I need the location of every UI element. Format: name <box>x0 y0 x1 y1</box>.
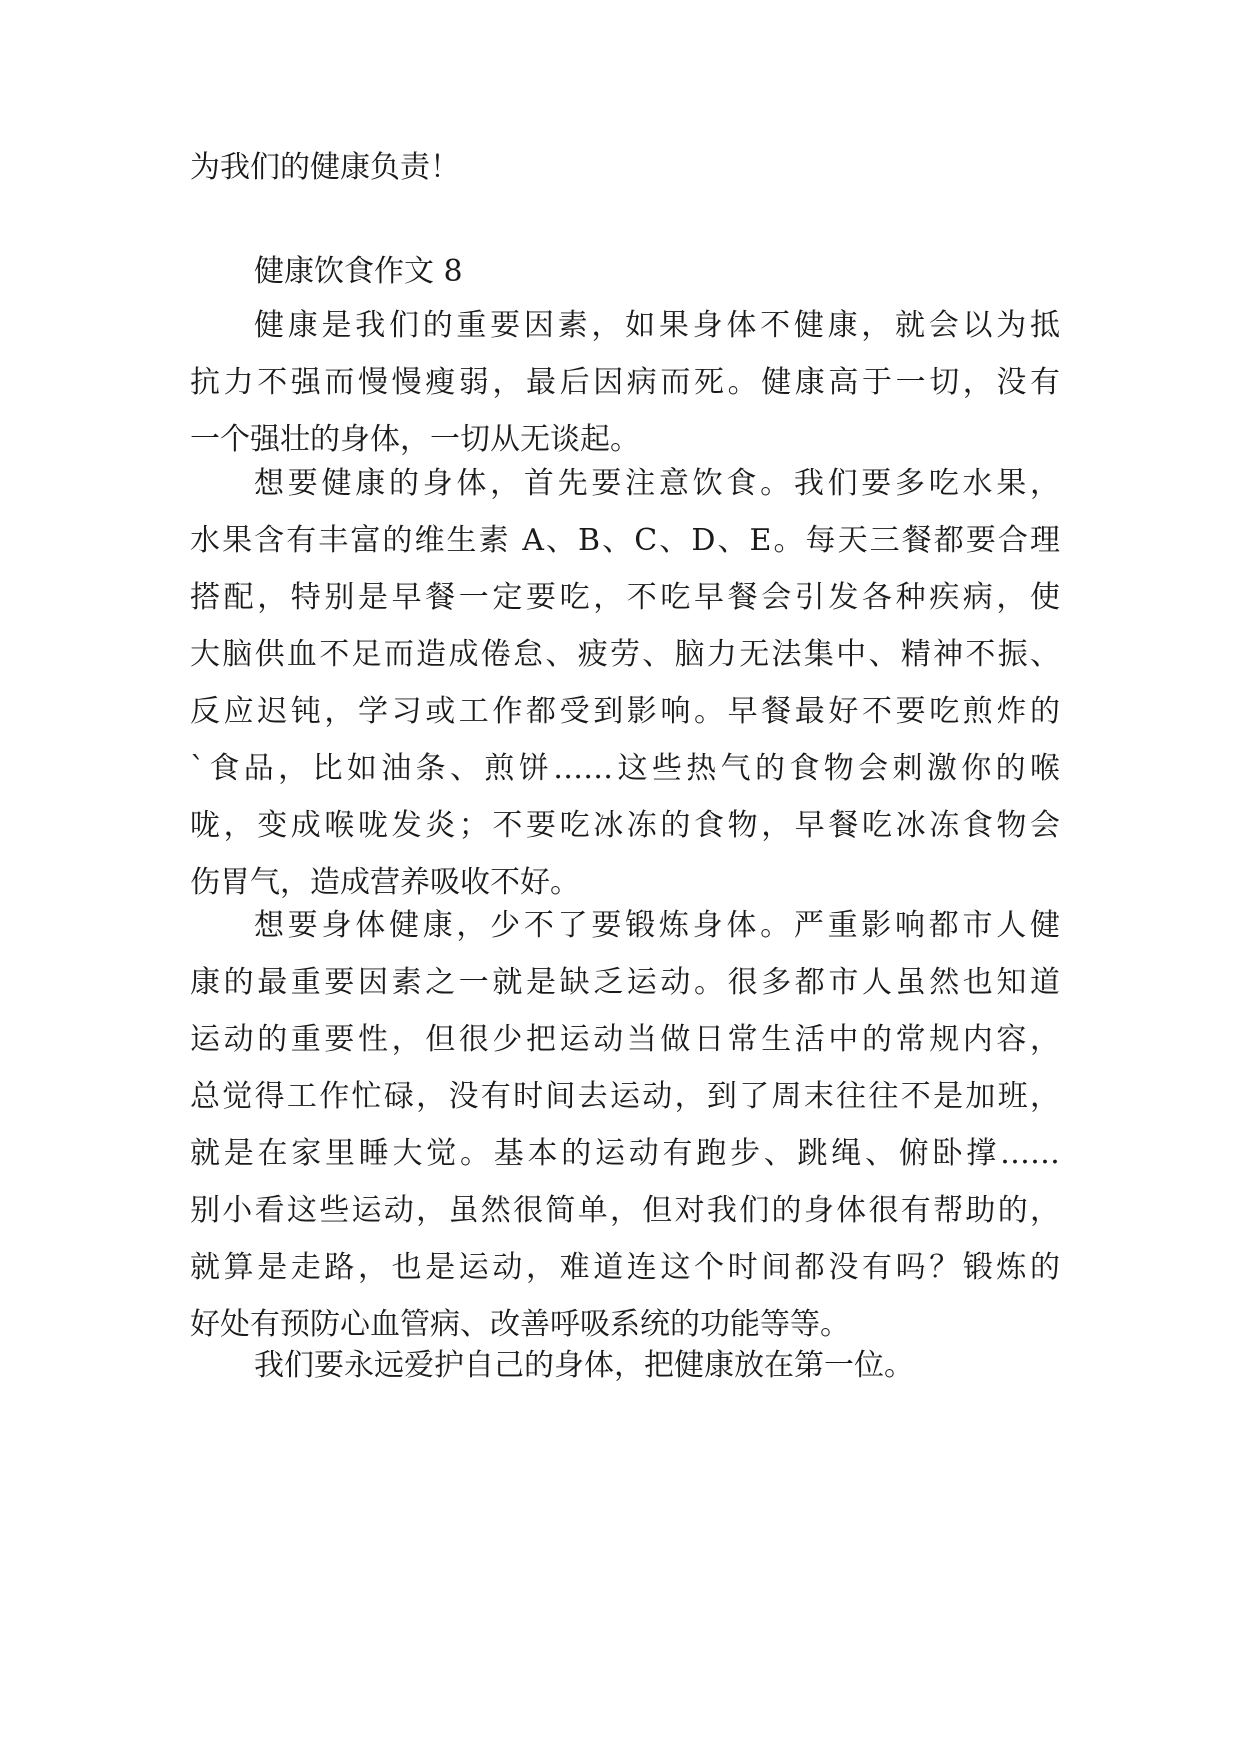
essay-heading-block <box>190 252 1060 292</box>
paragraph-2 <box>190 464 1060 920</box>
paragraph-line: 伤胃气，造成营养吸收不好。 <box>190 865 580 900</box>
paragraph-line: 搭配，特别是早餐一定要吃，不吃早餐会引发各种疾病，使 <box>190 580 1060 615</box>
prev-closing-line: 为我们的健康负责！ <box>190 150 460 185</box>
paragraph-line: 一个强壮的身体，一切从无谈起。 <box>190 422 640 457</box>
paragraph-line: 健康是我们的重要因素，如果身体不健康，就会以为抵 <box>254 308 1060 343</box>
paragraph-line: 总觉得工作忙碌，没有时间去运动，到了周末往往不是加班， <box>190 1079 1060 1114</box>
paragraph-line: 就算是走路，也是运动，难道连这个时间都没有吗？锻炼的 <box>190 1250 1060 1285</box>
paragraph-line: 水果含有丰富的维生素 A、B、C、D、E。每天三餐都要合理 <box>190 523 1060 558</box>
paragraph-line: 抗力不强而慢慢瘦弱，最后因病而死。健康高于一切，没有 <box>190 365 1060 400</box>
paragraph-line: 反应迟钝，学习或工作都受到影响。早餐最好不要吃煎炸的 <box>190 694 1060 729</box>
paragraph-line: 大脑供血不足而造成倦怠、疲劳、脑力无法集中、精神不振、 <box>190 637 1060 672</box>
paragraph-line: 就是在家里睡大觉。基本的运动有跑步、跳绳、俯卧撑…… <box>190 1136 1060 1171</box>
prev-closing-line-block <box>190 148 1060 188</box>
paragraph-line: 想要健康的身体，首先要注意饮食。我们要多吃水果， <box>254 466 1060 501</box>
paragraph-line: 想要身体健康，少不了要锻炼身体。严重影响都市人健 <box>254 908 1060 943</box>
paragraph-line: `食品，比如油条、煎饼……这些热气的食物会刺激你的喉 <box>190 751 1060 786</box>
paragraph-line: 康的最重要因素之一就是缺乏运动。很多都市人虽然也知道 <box>190 965 1060 1000</box>
paragraph-line: 运动的重要性，但很少把运动当做日常生活中的常规内容， <box>190 1022 1060 1057</box>
paragraph-line: 我们要永远爱护自己的身体，把健康放在第一位。 <box>254 1348 914 1383</box>
paragraph-4 <box>190 1346 1060 1403</box>
paragraph-1 <box>190 306 1060 477</box>
paragraph-line: 别小看这些运动，虽然很简单，但对我们的身体很有帮助的， <box>190 1193 1060 1228</box>
essay-heading: 健康饮食作文 8 <box>254 254 463 289</box>
paragraph-line: 咙，变成喉咙发炎；不要吃冰冻的食物，早餐吃冰冻食物会 <box>190 808 1060 843</box>
paragraph-line: 好处有预防心血管病、改善呼吸系统的功能等等。 <box>190 1307 850 1342</box>
paragraph-3 <box>190 906 1060 1362</box>
